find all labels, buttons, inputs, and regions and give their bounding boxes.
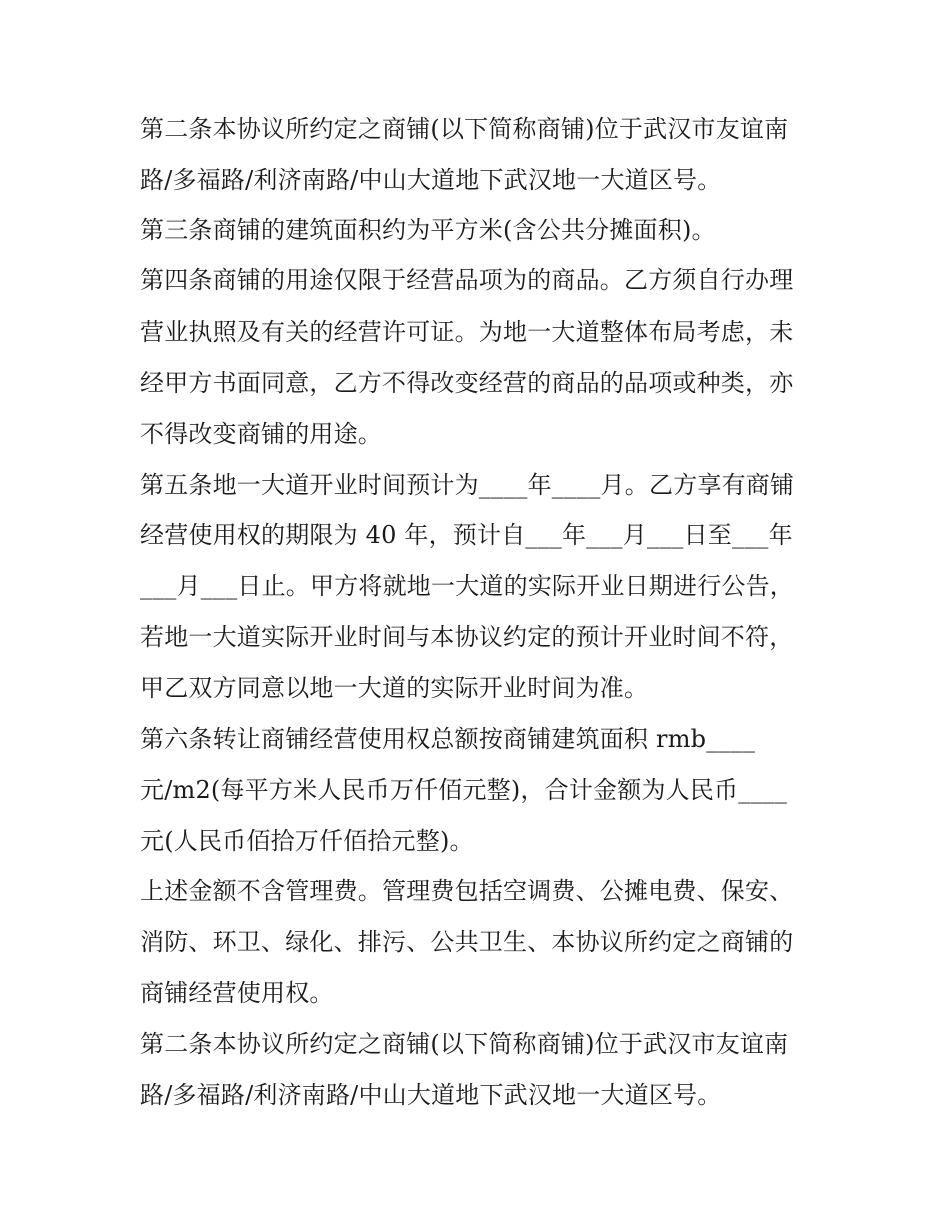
- text-line: 商铺经营使用权。: [140, 979, 334, 1007]
- text-line: 甲乙双方同意以地一大道的实际开业时间为准。: [140, 674, 649, 702]
- text-line: 营业执照及有关的经营许可证。为地一大道整体布局考虑，未: [140, 318, 794, 346]
- text-line: 第二条本协议所约定之商铺(以下简称商铺)位于武汉市友谊南: [140, 115, 789, 143]
- text-line: 经甲方书面同意，乙方不得改变经营的商品的品项或种类，亦: [140, 369, 794, 397]
- text-line: 元(人民币佰拾万仟佰拾元整)。: [140, 827, 474, 855]
- text-line: 消防、环卫、绿化、排污、公共卫生、本协议所约定之商铺的: [140, 928, 794, 956]
- text-line: ___月___日止。甲方将就地一大道的实际开业日期进行公告，: [140, 572, 794, 600]
- text-line: 若地一大道实际开业时间与本协议约定的预计开业时间不符，: [140, 623, 794, 651]
- text-line: 路/多福路/利济南路/中山大道地下武汉地一大道区号。: [140, 1081, 722, 1109]
- text-line: 第六条转让商铺经营使用权总额按商铺建筑面积 rmb____: [140, 725, 756, 753]
- text-line: 第四条商铺的用途仅限于经营品项为的商品。乙方须自行办理: [140, 266, 794, 294]
- text-line: 不得改变商铺的用途。: [140, 420, 382, 448]
- text-line: 经营使用权的期限为 40 年，预计自___年___月___日至___年: [140, 521, 793, 549]
- text-line: 上述金额不含管理费。管理费包括空调费、公摊电费、保安、: [140, 877, 794, 905]
- text-line: 第三条商铺的建筑面积约为平方米(含公共分摊面积)。: [140, 216, 716, 244]
- text-line: 第五条地一大道开业时间预计为____年____月。乙方享有商铺: [140, 471, 795, 499]
- text-line: 第二条本协议所约定之商铺(以下简称商铺)位于武汉市友谊南: [140, 1030, 789, 1058]
- text-line: 路/多福路/利济南路/中山大道地下武汉地一大道区号。: [140, 166, 722, 194]
- text-line: 元/m2(每平方米人民币万仟佰元整)，合计金额为人民币____: [140, 776, 788, 804]
